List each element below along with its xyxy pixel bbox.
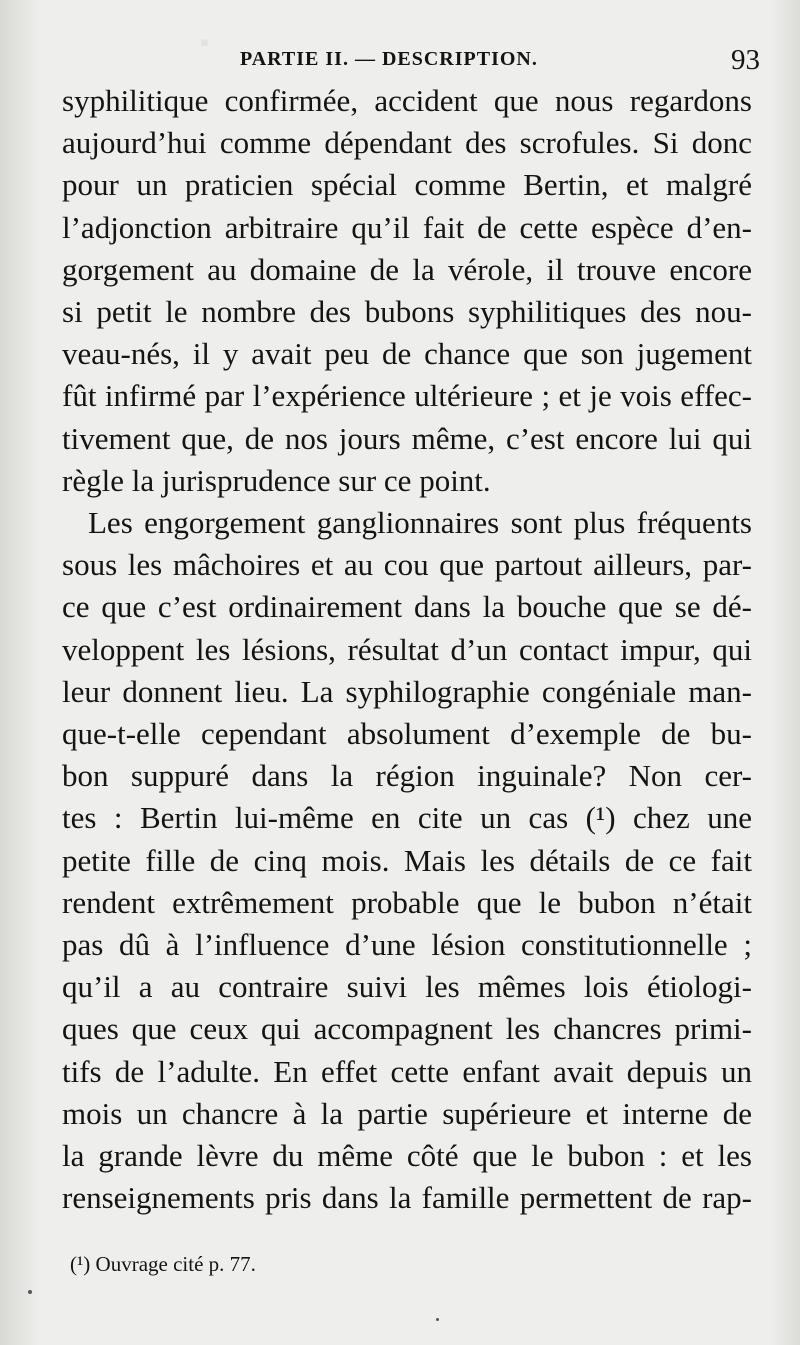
show-through-text: ▪ — [200, 28, 210, 57]
text-line: veau-nés, il y avait peu de chance que son jugement — [62, 336, 752, 372]
text-line: sous les mâchoires et au cou que partout ailleurs, par- — [62, 547, 752, 583]
text-line: tes : Bertin lui-même en cite un cas (¹) chez une — [62, 800, 752, 836]
paragraph-end-line: règle la jurisprudence sur ce point. — [62, 462, 491, 498]
body-text — [62, 80, 752, 1219]
text-line: si petit le nombre des bubons syphilitiques des nou- — [62, 294, 752, 330]
text-line: pas dû à l’influence d’une lésion constitutionnelle ; — [62, 927, 752, 963]
running-header: PARTIE II. — DESCRIPTION. — [240, 48, 538, 70]
ink-speck — [28, 1290, 32, 1294]
text-line: l’adjonction arbitraire qu’il fait de cette espèce d’en- — [62, 209, 752, 245]
text-line: que-t-elle cependant absolument d’exemple de bu- — [62, 716, 752, 752]
text-line: ce que c’est ordinairement dans la bouche que se dé- — [62, 589, 752, 625]
text-line: tivement que, de nos jours même, c’est encore lui qui — [62, 420, 752, 456]
text-line: rendent extrêmement probable que le bubon n’était — [62, 884, 752, 920]
text-line: gorgement au domaine de la vérole, il trouve encore — [62, 251, 752, 287]
text-line: petite fille de cinq mois. Mais les détails de ce fait — [62, 842, 752, 878]
text-line: mois un chancre à la partie supérieure et interne de — [62, 1095, 752, 1131]
text-line: fût infirmé par l’expérience ultérieure ; et je vois effec- — [62, 378, 752, 414]
text-line: syphilitique confirmée, accident que nous regardons — [62, 83, 752, 118]
text-line: leur donnent lieu. La syphilographie congéniale man- — [62, 673, 752, 709]
text-line: bon suppuré dans la région inguinale? Non cer- — [62, 758, 752, 794]
text-line: qu’il a au contraire suivi les mêmes lois étiologi- — [62, 969, 752, 1005]
ink-speck — [436, 1318, 439, 1321]
paragraph-start-line: Les engorgement ganglionnaires sont plus fréquents — [88, 505, 752, 541]
page-edge-shadow — [770, 0, 800, 1345]
text-line: ques que ceux qui accompagnent les chancres primi- — [62, 1011, 752, 1047]
text-line: aujourd’hui comme dépendant des scrofules. Si donc — [62, 125, 752, 161]
text-line: renseignements pris dans la famille permettent de rap- — [62, 1180, 752, 1216]
page-number: 93 — [731, 44, 760, 76]
text-line: veloppent les lésions, résultat d’un contact impur, qui — [62, 631, 752, 667]
text-line: tifs de l’adulte. En effet cette enfant avait depuis un — [62, 1053, 752, 1089]
text-line: la grande lèvre du même côté que le bubon : et les — [62, 1138, 752, 1174]
page-gutter-shadow — [0, 0, 40, 1345]
footnote: (¹) Ouvrage cité p. 77. — [70, 1252, 256, 1276]
text-line: pour un praticien spécial comme Bertin, et malgré — [62, 167, 752, 203]
